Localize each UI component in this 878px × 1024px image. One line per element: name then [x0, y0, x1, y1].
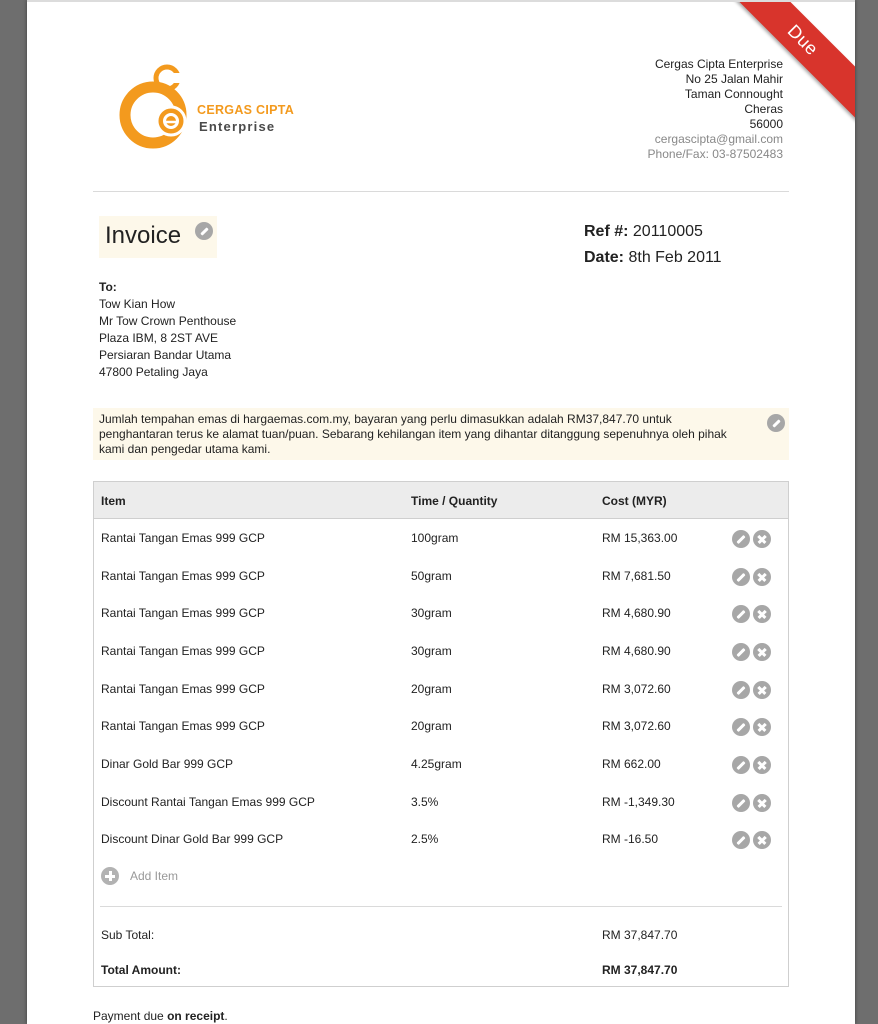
table-row — [94, 708, 788, 746]
row-item: Discount Rantai Tangan Emas 999 GCP — [101, 795, 315, 809]
row-qty: 4.25gram — [411, 757, 462, 771]
note-text: Jumlah tempahan emas di hargaemas.com.my, bayaran yang perlu dimasukkan adalah RM37,847.70 untuk penghantaran terus ke alamat tuan/puan. Sebarang kehilangan item yang dihantar ditanggung sepenuhnya oleh pihak kami dan pengedar utama kami. — [99, 412, 727, 456]
invoice-note[interactable] — [93, 408, 789, 460]
company-postcode: 56000 — [749, 117, 783, 131]
table-header — [94, 482, 788, 519]
invoice-paper — [27, 0, 855, 1024]
table-row — [94, 671, 788, 709]
company-logo — [117, 62, 317, 157]
company-address — [648, 57, 783, 162]
company-address1: No 25 Jalan Mahir — [685, 72, 783, 86]
delete-row-icon[interactable] — [753, 605, 771, 623]
edit-row-icon[interactable] — [732, 794, 750, 812]
row-item: Dinar Gold Bar 999 GCP — [101, 757, 234, 771]
row-item: Rantai Tangan Emas 999 GCP — [101, 682, 265, 696]
row-item: Rantai Tangan Emas 999 GCP — [101, 719, 265, 733]
table-row — [94, 595, 788, 633]
to-label: To: — [99, 280, 117, 294]
ref-label: Ref #: — [584, 223, 629, 240]
table-row — [94, 784, 788, 822]
row-cost: RM 3,072.60 — [602, 682, 671, 696]
status-ribbon: Due — [712, 0, 855, 131]
payment-due-value: on receipt — [167, 1009, 225, 1023]
table-row — [94, 633, 788, 671]
row-item: Rantai Tangan Emas 999 GCP — [101, 569, 265, 583]
table-row — [94, 558, 788, 596]
to-line1: Mr Tow Crown Penthouse — [99, 314, 237, 328]
row-item: Rantai Tangan Emas 999 GCP — [101, 644, 265, 658]
delete-row-icon[interactable] — [753, 681, 771, 699]
to-name: Tow Kian How — [99, 297, 176, 311]
delete-row-icon[interactable] — [753, 831, 771, 849]
date-value: 8th Feb 2011 — [628, 249, 722, 266]
subtotal-value: RM 37,847.70 — [602, 928, 678, 942]
logo-sub: Enterprise — [199, 119, 276, 134]
table-row — [94, 746, 788, 784]
company-name: Cergas Cipta Enterprise — [654, 57, 783, 71]
total-value: RM 37,847.70 — [602, 963, 678, 977]
add-item-label: Add Item — [130, 869, 179, 883]
header-item: Item — [101, 494, 126, 508]
company-email: cergascipta@gmail.com — [654, 132, 783, 146]
items-table — [93, 481, 789, 987]
row-qty: 30gram — [411, 606, 452, 620]
edit-title-icon[interactable] — [195, 222, 213, 240]
delete-row-icon[interactable] — [753, 643, 771, 661]
edit-row-icon[interactable] — [732, 681, 750, 699]
row-qty: 3.5% — [411, 795, 439, 809]
payment-prefix: Payment due — [93, 1009, 164, 1023]
totals-divider — [100, 906, 782, 907]
row-cost: RM 7,681.50 — [602, 569, 671, 583]
subtotal-label: Sub Total: — [101, 928, 155, 942]
date-label: Date: — [584, 249, 625, 266]
row-qty: 2.5% — [411, 832, 439, 846]
row-cost: RM 4,680.90 — [602, 644, 671, 658]
row-cost: RM -16.50 — [602, 832, 659, 846]
delete-row-icon[interactable] — [753, 756, 771, 774]
row-qty: 30gram — [411, 644, 452, 658]
delete-row-icon[interactable] — [753, 794, 771, 812]
row-cost: RM 4,680.90 — [602, 606, 671, 620]
edit-row-icon[interactable] — [732, 718, 750, 736]
edit-row-icon[interactable] — [732, 605, 750, 623]
row-cost: RM -1,349.30 — [602, 795, 675, 809]
row-item: Rantai Tangan Emas 999 GCP — [101, 531, 265, 545]
row-cost: RM 15,363.00 — [602, 531, 678, 545]
payment-suffix: . — [224, 1009, 228, 1023]
row-qty: 20gram — [411, 719, 452, 733]
edit-row-icon[interactable] — [732, 643, 750, 661]
edit-note-icon[interactable] — [767, 414, 785, 432]
invoice-title: Invoice — [105, 222, 182, 249]
header-divider — [93, 191, 789, 192]
logo-name: CERGAS CIPTA — [197, 103, 295, 117]
bill-to — [99, 279, 236, 381]
invoice-title-box[interactable] — [99, 216, 217, 258]
company-phone: Phone/Fax: 03-87502483 — [647, 147, 783, 161]
header-qty: Time / Quantity — [411, 494, 498, 508]
row-item: Discount Dinar Gold Bar 999 GCP — [101, 832, 284, 846]
delete-row-icon[interactable] — [753, 718, 771, 736]
row-qty: 100gram — [411, 531, 459, 545]
edit-row-icon[interactable] — [732, 568, 750, 586]
company-address2: Taman Connought — [684, 87, 783, 101]
row-qty: 50gram — [411, 569, 452, 583]
to-line2: Plaza IBM, 8 2ST AVE — [99, 331, 218, 345]
logo-mark-icon — [117, 62, 197, 157]
delete-row-icon[interactable] — [753, 568, 771, 586]
row-qty: 20gram — [411, 682, 452, 696]
total-label: Total Amount: — [101, 963, 181, 977]
to-line4: 47800 Petaling Jaya — [99, 365, 208, 379]
row-item: Rantai Tangan Emas 999 GCP — [101, 606, 265, 620]
to-line3: Persiaran Bandar Utama — [99, 348, 232, 362]
row-cost: RM 3,072.60 — [602, 719, 671, 733]
header-cost: Cost (MYR) — [602, 494, 667, 508]
ref-value: 20110005 — [632, 223, 703, 240]
edit-row-icon[interactable] — [732, 831, 750, 849]
edit-row-icon[interactable] — [732, 756, 750, 774]
delete-row-icon[interactable] — [753, 530, 771, 548]
plus-icon — [101, 867, 119, 885]
table-row — [94, 520, 788, 558]
add-item-button[interactable] — [101, 867, 178, 885]
company-city: Cheras — [744, 102, 783, 116]
table-row — [94, 821, 788, 859]
edit-row-icon[interactable] — [732, 530, 750, 548]
payment-terms — [93, 1009, 228, 1023]
invoice-meta — [584, 219, 722, 271]
row-cost: RM 662.00 — [602, 757, 661, 771]
